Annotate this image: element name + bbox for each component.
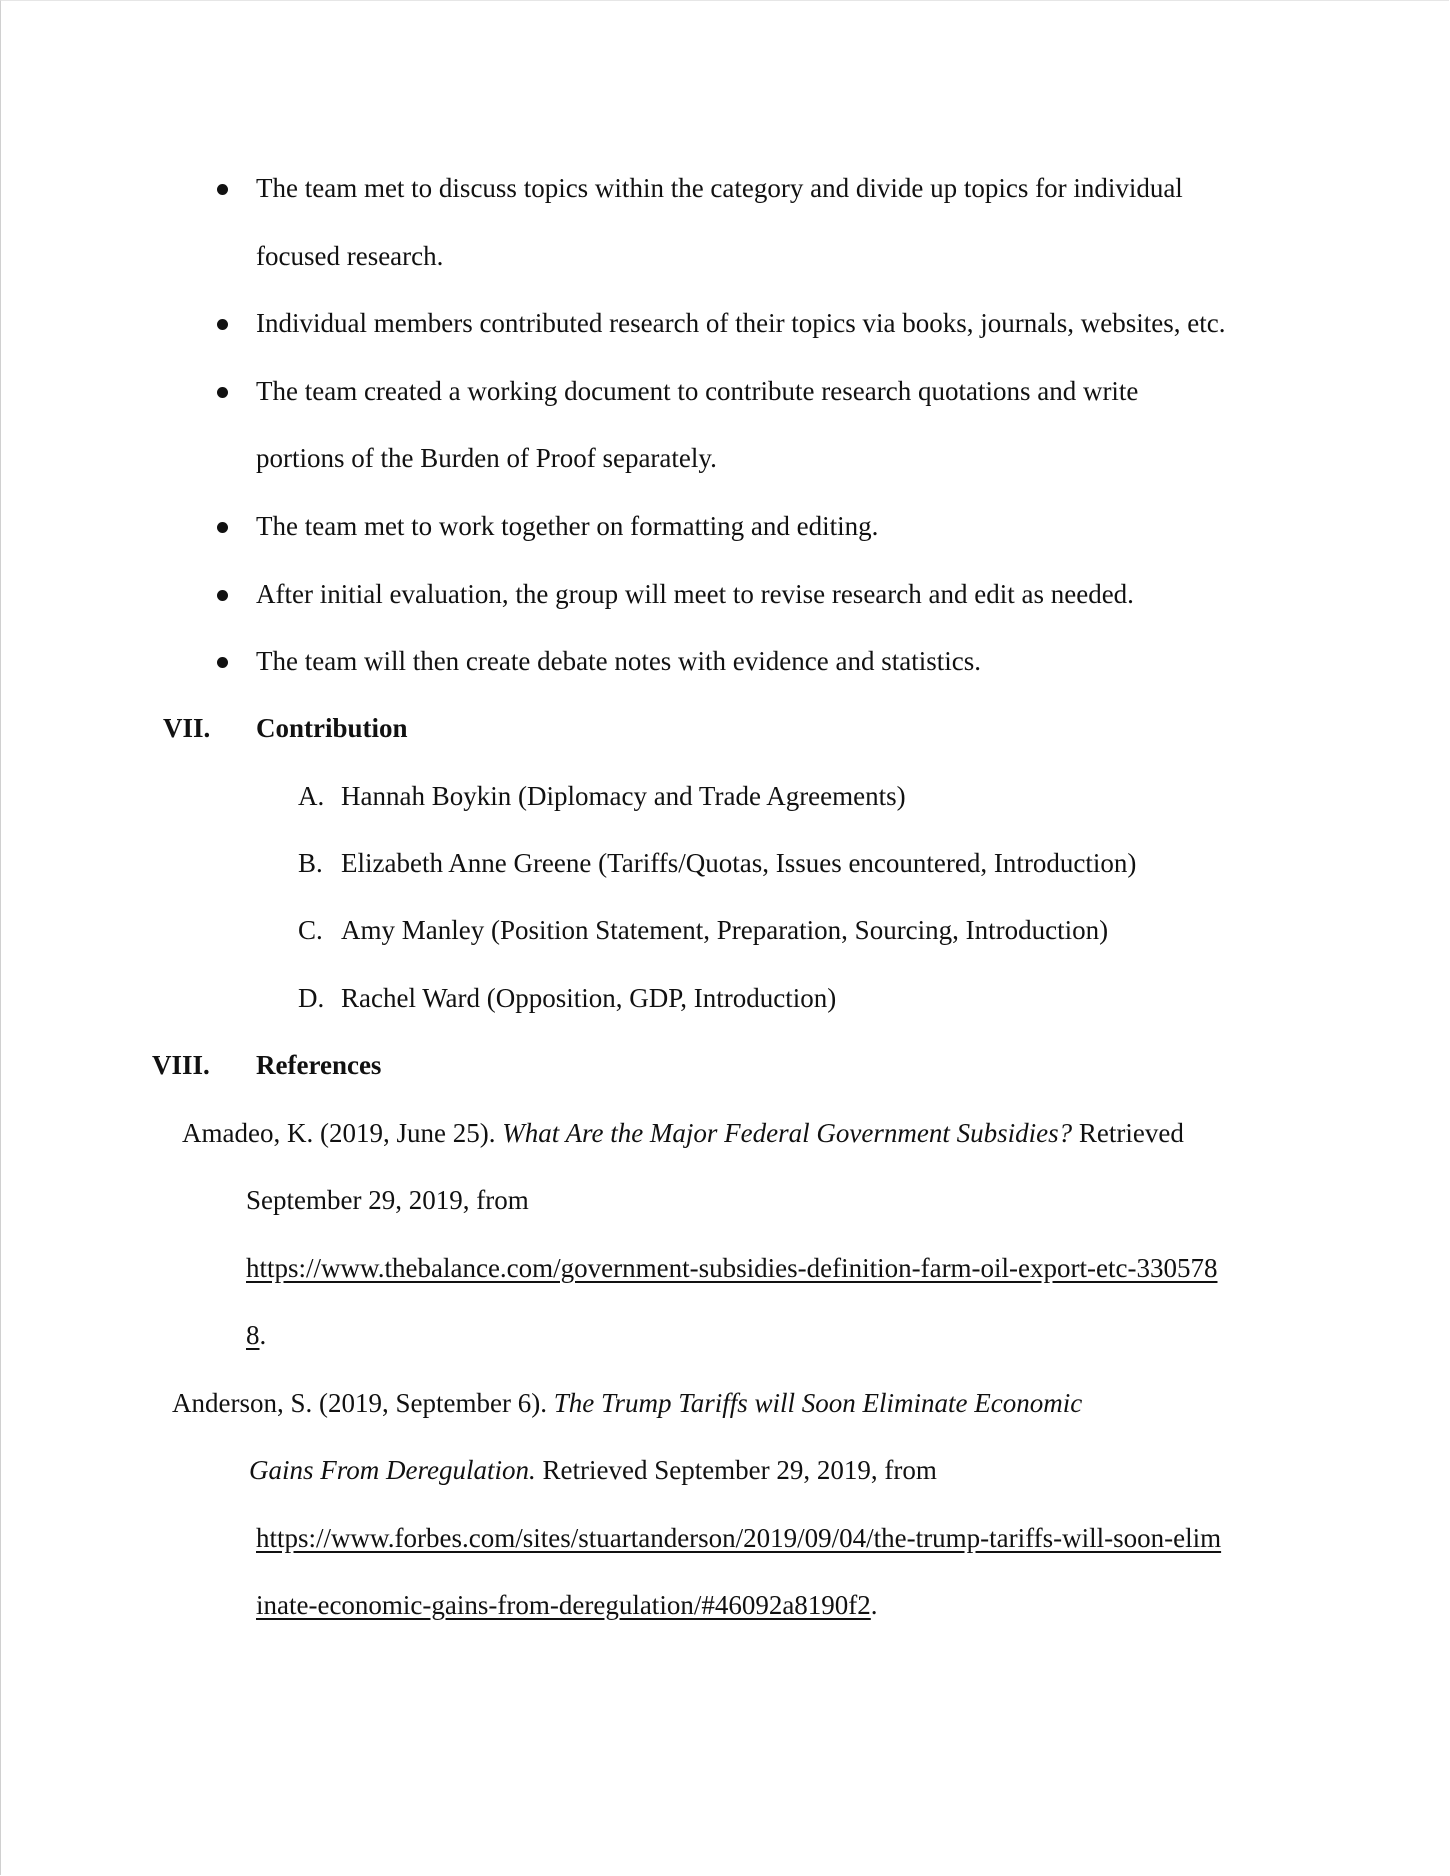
contribution-letter: B. <box>298 848 323 878</box>
bullet-4-line-1: The team met to work together on formatting and editing. <box>256 511 879 541</box>
reference-line <box>172 1386 1082 1420</box>
bullet-marker <box>217 184 228 195</box>
contribution-item: Elizabeth Anne Greene (Tariffs/Quotas, Issues encountered, Introduction) <box>341 848 1137 878</box>
reference-url-link[interactable]: https://www.forbes.com/sites/stuartanderson/2019/09/04/the-trump-tariffs-will-soon-elim <box>256 1523 1222 1553</box>
reference-url-line-1 <box>256 1521 1221 1555</box>
contribution-item: Amy Manley (Position Statement, Preparation, Sourcing, Introduction) <box>341 915 1109 945</box>
section-title-contribution: Contribution <box>256 713 408 743</box>
reference-title-cont: Gains From Deregulation. <box>249 1455 536 1485</box>
bullet-2-line-1: Individual members contributed research of their topics via books, journals, websites, etc. <box>256 308 1226 338</box>
contribution-letter: D. <box>298 983 325 1013</box>
bullet-3-line-2: portions of the Burden of Proof separately. <box>256 443 717 473</box>
reference-url-link[interactable]: inate-economic-gains-from-deregulation/#46092a8190f2 <box>256 1590 871 1620</box>
reference-author-date: Amadeo, K. (2019, June 25). <box>182 1118 496 1148</box>
bullet-3-line-1: The team created a working document to contribute research quotations and write <box>256 376 1139 406</box>
reference-url-link[interactable]: 8 <box>246 1320 260 1350</box>
reference-url-line-2 <box>246 1318 266 1352</box>
bullet-marker <box>217 657 228 668</box>
contribution-letter: C. <box>298 915 323 945</box>
reference-author-date: Anderson, S. (2019, September 6). <box>172 1388 547 1418</box>
reference-retrieved-line: September 29, 2019, from <box>246 1185 529 1215</box>
contribution-letter: A. <box>298 781 325 811</box>
bullet-marker <box>217 387 228 398</box>
reference-url-line-2 <box>256 1588 878 1622</box>
reference-url-end: . <box>259 1320 267 1350</box>
reference-line <box>182 1116 1184 1150</box>
bullet-5-line-1: After initial evaluation, the group will meet to revise research and edit as needed. <box>256 579 1134 609</box>
bullet-1-line-2: focused research. <box>256 241 444 271</box>
bullet-6-line-1: The team will then create debate notes with evidence and statistics. <box>256 646 981 676</box>
reference-url-line-1 <box>246 1251 1217 1285</box>
section-numeral-viii: VIII. <box>152 1050 210 1080</box>
section-title-references: References <box>256 1050 382 1080</box>
reference-retrieved: Retrieved <box>1078 1118 1184 1148</box>
reference-url-link[interactable]: https://www.thebalance.com/government-subsidies-definition-farm-oil-export-etc-330578 <box>246 1253 1218 1283</box>
reference-title: What Are the Major Federal Government Subsidies? <box>502 1118 1073 1148</box>
reference-url-end: . <box>870 1590 878 1620</box>
bullet-marker <box>217 590 228 601</box>
reference-line-2 <box>249 1453 937 1487</box>
bullet-marker <box>217 522 228 533</box>
section-numeral-vii: VII. <box>163 713 211 743</box>
bullet-1-line-1: The team met to discuss topics within the category and divide up topics for individual <box>256 173 1183 203</box>
reference-retrieved: Retrieved September 29, 2019, from <box>542 1455 937 1485</box>
contribution-item: Rachel Ward (Opposition, GDP, Introduction) <box>341 983 837 1013</box>
reference-title: The Trump Tariffs will Soon Eliminate Economic <box>553 1388 1083 1418</box>
contribution-item: Hannah Boykin (Diplomacy and Trade Agreements) <box>341 781 906 811</box>
bullet-marker <box>217 319 228 330</box>
